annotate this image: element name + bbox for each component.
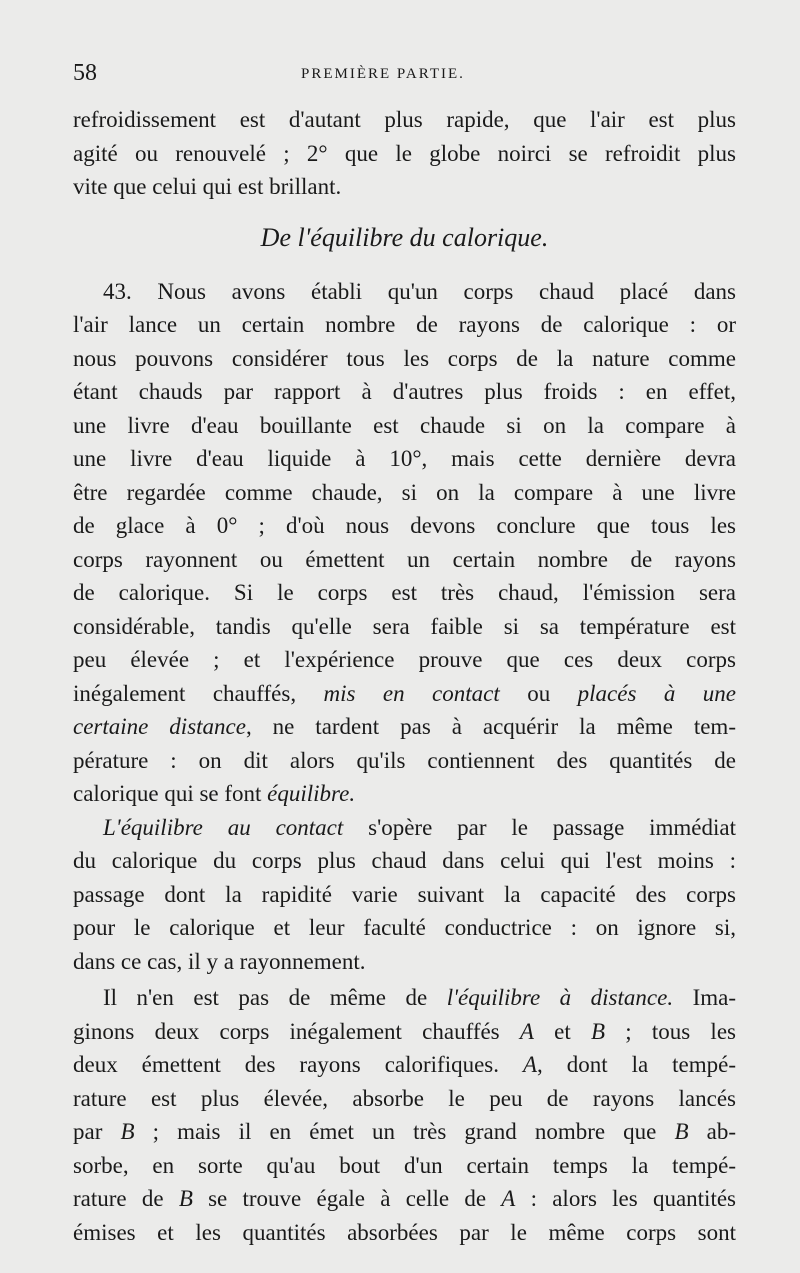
text-line: 43. Nous avons établi qu'un corps chaud placé dans bbox=[103, 278, 736, 304]
text-line: être regardée comme chaude, si on la compare à une livre bbox=[73, 479, 736, 505]
text-line: du calorique du corps plus chaud dans celui qui l'est moins : bbox=[73, 848, 736, 873]
section-heading: De l'équilibre du calorique. bbox=[260, 222, 549, 252]
page-number: 58 bbox=[73, 60, 97, 86]
text-line: l'air lance un certain nombre de rayons de calorique : or bbox=[73, 312, 736, 337]
text-line: une livre d'eau liquide à 10°, mais cette dernière devra bbox=[73, 446, 736, 471]
text-line: deux émettent des rayons calorifiques. A, dont la tempé- bbox=[73, 1052, 736, 1077]
text-line: L'équilibre au contact s'opère par le passage immédiat bbox=[103, 814, 736, 840]
text-line: vite que celui qui est brillant. bbox=[73, 174, 342, 199]
text-line: de calorique. Si le corps est très chaud, l'émission sera bbox=[73, 580, 736, 605]
text-line: rature de B se trouve égale à celle de A : alors les quantités bbox=[73, 1186, 736, 1211]
text-line: émises et les quantités absorbées par le même corps sont bbox=[73, 1219, 736, 1245]
text-line: refroidissement est d'autant plus rapide, que l'air est plus bbox=[73, 107, 736, 132]
running-head: PREMIÈRE PARTIE. bbox=[301, 66, 465, 82]
body-text bbox=[73, 103, 736, 1249]
text-line: une livre d'eau bouillante est chaude si on la compare à bbox=[73, 412, 736, 438]
text-line: sorbe, en sorte qu'au bout d'un certain temps la tempé- bbox=[73, 1152, 736, 1178]
text-line: corps rayonnent ou émettent un certain nombre de rayons bbox=[73, 546, 736, 572]
text-line: peu élevée ; et l'expérience prouve que ces deux corps bbox=[73, 647, 736, 672]
text-line: de glace à 0° ; d'où nous devons conclure que tous les bbox=[73, 513, 736, 538]
text-line: considérable, tandis qu'elle sera faible si sa température est bbox=[73, 613, 736, 639]
page-header bbox=[73, 60, 740, 94]
text-line: agité ou renouvelé ; 2° que le globe noirci se refroidit plus bbox=[73, 140, 736, 166]
paragraph-cooling bbox=[73, 103, 736, 204]
text-line: calorique qui se font équilibre. bbox=[73, 781, 356, 806]
text-line: certaine distance, ne tardent pas à acquérir la même tem- bbox=[73, 714, 736, 739]
text-line: pérature : on dit alors qu'ils contiennent des quantités de bbox=[73, 747, 736, 773]
text-line: nous pouvons considérer tous les corps de la nature comme bbox=[73, 345, 736, 371]
text-line: dans ce cas, il y a rayonnement. bbox=[73, 948, 366, 974]
text-line: par B ; mais il en émet un très grand nombre que B ab- bbox=[73, 1119, 736, 1144]
text-line: ginons deux corps inégalement chauffés A et B ; tous les bbox=[73, 1018, 736, 1044]
paragraph-43 bbox=[73, 275, 736, 811]
text-line: rature est plus élevée, absorbe le peu de rayons lancés bbox=[73, 1085, 736, 1111]
text-line: étant chauds par rapport à d'autres plus froids : en effet, bbox=[73, 379, 736, 404]
text-line: pour le calorique et leur faculté conductrice : on ignore si, bbox=[73, 915, 736, 940]
paragraph-equilibre-distance bbox=[73, 981, 736, 1249]
text-line: Il n'en est pas de même de l'équilibre à distance. Ima- bbox=[103, 985, 736, 1010]
text-line: inégalement chauffés, mis en contact ou placés à une bbox=[73, 680, 737, 706]
text-line: passage dont la rapidité varie suivant la capacité des corps bbox=[73, 881, 736, 907]
paragraph-equilibre-contact bbox=[73, 811, 736, 979]
